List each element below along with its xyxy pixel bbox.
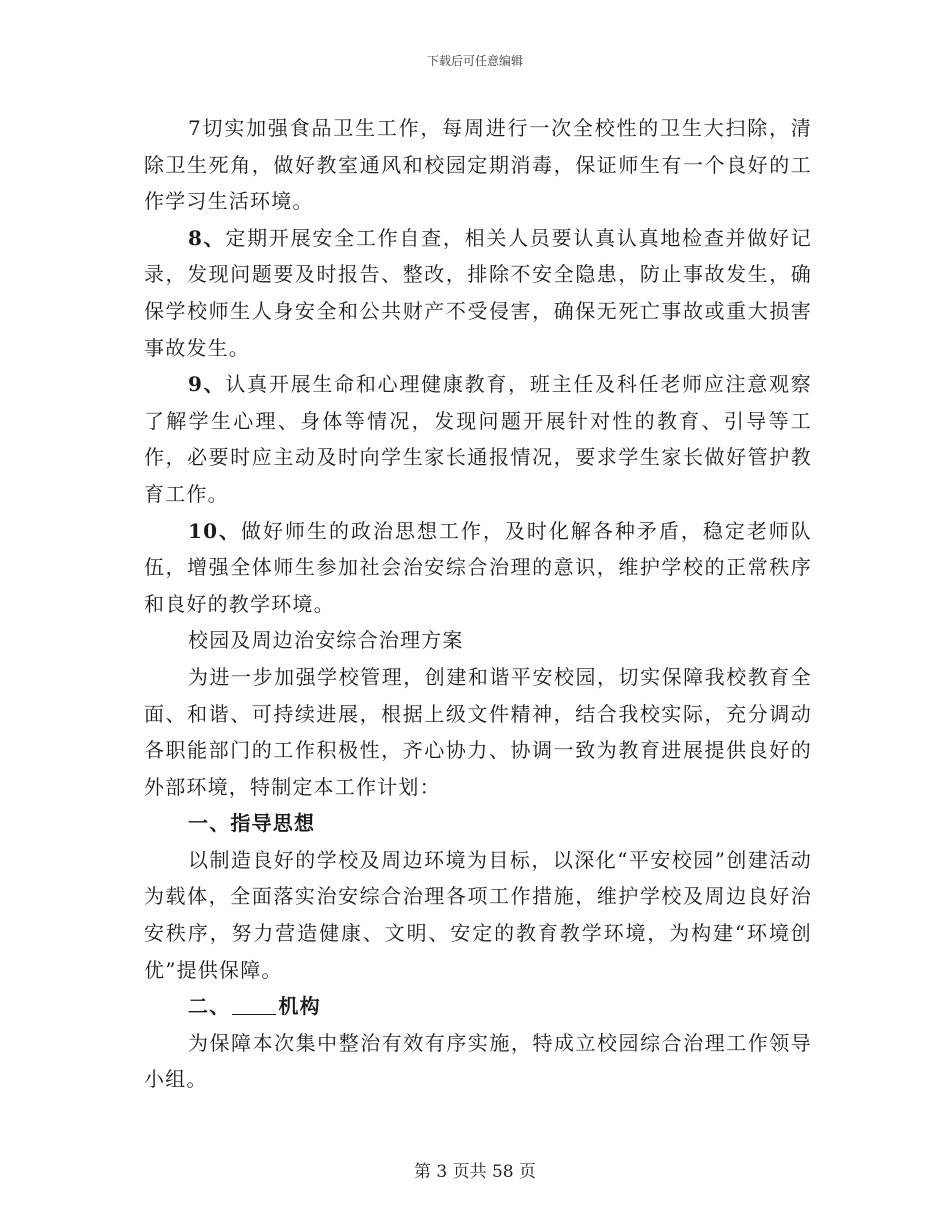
section-text-guiding-thought: 以制造良好的学校及周边环境为目标，以深化“平安校园”创建活动为载体，全面落实治安综合治理各项工作措施，维护学校及周边良好治安秩序，努力营造健康、文明、安定的教育教学环境，为构建“环境创优”提供保障。 xyxy=(144,847,812,982)
section-heading-organization xyxy=(144,988,812,1025)
item-number: 7 xyxy=(188,116,202,140)
page-header-note: 下载后可任意编辑 xyxy=(426,54,523,68)
document-body xyxy=(144,110,812,1098)
section-heading-guiding-thought: 一、指导思想 xyxy=(188,811,316,836)
page-number-footer: 第 3 页共 58 页 xyxy=(413,1162,537,1182)
section-text-organization: 为保障本次集中整治有效有序实施，特成立校园综合治理工作领导小组。 xyxy=(144,1030,812,1092)
list-item-7 xyxy=(144,110,812,220)
blank-underline xyxy=(232,996,276,1015)
item-text: 定期开展安全工作自查，相关人员要认真认真地检查并做好记录，发现问题要及时报告、整改，排除不安全隐患，防止事故发生，确保学校师生人身安全和公共财产不受侵害，确保无死亡事故或重大损害事故发生。 xyxy=(144,225,812,360)
item-number: 10、 xyxy=(188,518,242,543)
item-number: 9、 xyxy=(188,372,226,397)
list-item-9 xyxy=(144,366,812,512)
list-item-8 xyxy=(144,220,812,366)
item-text: 认真开展生命和心理健康教育，班主任及科任老师应注意观察了解学生心理、身体等情况，发现问题开展针对性的教育、引导等工作，必要时应主动及时向学生家长通报情况，要求学生家长做好管护教育工作。 xyxy=(144,372,812,506)
heading-prefix: 二、 xyxy=(188,994,231,1019)
item-text: 做好师生的政治思想工作，及时化解各种矛盾，稳定老师队伍，增强全体师生参加社会治安综合治理的意识，维护学校的正常秩序和良好的教学环境。 xyxy=(144,518,812,616)
item-number: 8、 xyxy=(188,225,226,250)
plan-intro: 为进一步加强学校管理，创建和谐平安校园，切实保障我校教育全面、和谐、可持续进展，根据上级文件精神，结合我校实际，充分调动各职能部门的工作积极性，齐心协力、协调一致为教育进展提供良好的外部环境，特制定本工作计划： xyxy=(144,664,812,799)
plan-title: 校园及周边治安综合治理方案 xyxy=(188,628,464,653)
heading-suffix: 机构 xyxy=(278,994,321,1019)
item-text: 切实加强食品卫生工作，每周进行一次全校性的卫生大扫除，清除卫生死角，做好教室通风和校园定期消毒，保证师生有一个良好的工作学习生活环境。 xyxy=(144,116,812,214)
list-item-10 xyxy=(144,513,812,623)
